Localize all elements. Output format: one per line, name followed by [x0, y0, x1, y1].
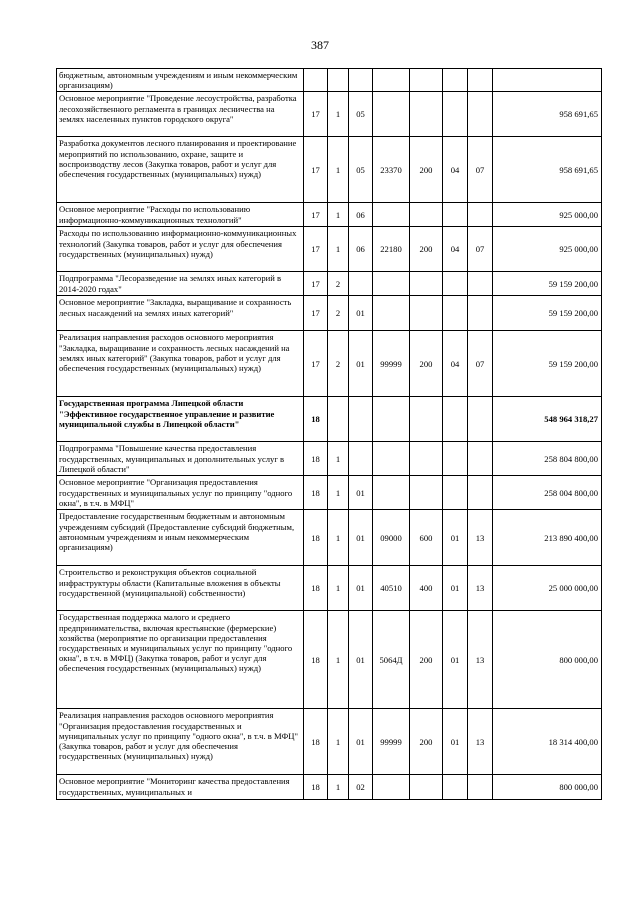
cell-section: 01	[443, 510, 468, 566]
cell-main-measure-code: 01	[349, 611, 373, 709]
cell-expense-type	[410, 442, 443, 476]
row-description: Основное мероприятие "Организация предоставления государственных и муниципальных услуг по принципу "одного окна", в т.ч. в МФЦ"	[57, 476, 304, 510]
table-row	[57, 331, 602, 397]
cell-subprogram-code: 1	[328, 510, 349, 566]
cell-program-code: 18	[304, 476, 328, 510]
cell-direction-code	[373, 476, 410, 510]
cell-main-measure-code: 02	[349, 775, 373, 800]
table-row	[57, 227, 602, 272]
cell-expense-type: 200	[410, 331, 443, 397]
cell-main-measure-code: 01	[349, 331, 373, 397]
row-description: бюджетным, автономным учреждениям и иным некоммерческим организациям)	[57, 69, 304, 92]
cell-program-code: 17	[304, 92, 328, 137]
cell-section: 04	[443, 331, 468, 397]
cell-amount	[493, 69, 602, 92]
cell-expense-type	[410, 775, 443, 800]
cell-expense-type: 200	[410, 137, 443, 203]
cell-program-code: 17	[304, 272, 328, 296]
cell-subsection: 13	[468, 709, 493, 775]
cell-expense-type: 600	[410, 510, 443, 566]
cell-direction-code: 5064Д	[373, 611, 410, 709]
cell-direction-code: 22180	[373, 227, 410, 272]
cell-section	[443, 296, 468, 331]
cell-direction-code	[373, 69, 410, 92]
cell-direction-code: 40510	[373, 566, 410, 611]
cell-program-code: 18	[304, 442, 328, 476]
table-row	[57, 203, 602, 227]
cell-expense-type	[410, 203, 443, 227]
cell-subsection	[468, 296, 493, 331]
cell-section: 01	[443, 566, 468, 611]
row-description: Основное мероприятие "Мониторинг качества предоставления государственных, муниципальных и	[57, 775, 304, 800]
table-row	[57, 775, 602, 800]
cell-main-measure-code	[349, 397, 373, 442]
table-row	[57, 709, 602, 775]
table-row	[57, 611, 602, 709]
cell-program-code: 18	[304, 566, 328, 611]
cell-direction-code	[373, 296, 410, 331]
cell-subsection	[468, 203, 493, 227]
cell-main-measure-code	[349, 69, 373, 92]
row-description: Основное мероприятие "Проведение лесоустройства, разработка лесохозяйственного регламента в границах лесничества на землях населенных пунктов городского округа"	[57, 92, 304, 137]
cell-subprogram-code: 1	[328, 442, 349, 476]
cell-amount: 258 004 800,00	[493, 476, 602, 510]
cell-subprogram-code: 1	[328, 227, 349, 272]
cell-program-code	[304, 69, 328, 92]
cell-program-code: 17	[304, 227, 328, 272]
cell-section: 01	[443, 611, 468, 709]
cell-subprogram-code	[328, 397, 349, 442]
cell-program-code: 18	[304, 709, 328, 775]
cell-amount: 25 000 000,00	[493, 566, 602, 611]
cell-program-code: 18	[304, 611, 328, 709]
cell-direction-code	[373, 775, 410, 800]
cell-direction-code	[373, 442, 410, 476]
cell-main-measure-code: 06	[349, 227, 373, 272]
cell-subprogram-code: 1	[328, 709, 349, 775]
cell-subprogram-code: 1	[328, 476, 349, 510]
cell-amount: 958 691,65	[493, 137, 602, 203]
cell-subsection: 07	[468, 331, 493, 397]
cell-direction-code: 23370	[373, 137, 410, 203]
row-description: Реализация направления расходов основного мероприятия "Закладка, выращивание и сохранность лесных насаждений на землях иных категорий" (Закупка товаров, работ и услуг для обеспечения государственных (муниципальных) нужд)	[57, 331, 304, 397]
cell-direction-code: 09000	[373, 510, 410, 566]
cell-section: 01	[443, 709, 468, 775]
table-row	[57, 272, 602, 296]
row-description: Реализация направления расходов основного мероприятия "Организация предоставления государственных и муниципальных услуг по принципу "одного окна", в т.ч. в МФЦ" (Закупка товаров, работ и услуг для обеспечения государственных (муниципальных) нужд)	[57, 709, 304, 775]
cell-subprogram-code: 1	[328, 566, 349, 611]
cell-expense-type	[410, 476, 443, 510]
cell-direction-code	[373, 203, 410, 227]
cell-expense-type	[410, 296, 443, 331]
row-description: Государственная программа Липецкой области "Эффективное государственное управление и развитие муниципальной службы в Липецкой области"	[57, 397, 304, 442]
cell-amount: 925 000,00	[493, 203, 602, 227]
cell-expense-type	[410, 69, 443, 92]
row-description: Основное мероприятие "Закладка, выращивание и сохранность лесных насаждений на землях иных категорий"	[57, 296, 304, 331]
cell-direction-code: 99999	[373, 709, 410, 775]
cell-subprogram-code: 1	[328, 92, 349, 137]
cell-amount: 213 890 400,00	[493, 510, 602, 566]
page-number: 387	[311, 38, 329, 52]
row-description: Предоставление государственным бюджетным и автономным учреждениям субсидий (Предоставление субсидий бюджетным, автономным учреждениям и иным некоммерческим организациям)	[57, 510, 304, 566]
cell-main-measure-code: 01	[349, 510, 373, 566]
cell-expense-type	[410, 272, 443, 296]
cell-expense-type: 400	[410, 566, 443, 611]
table-row	[57, 69, 602, 92]
cell-main-measure-code	[349, 442, 373, 476]
cell-section	[443, 272, 468, 296]
cell-subprogram-code: 1	[328, 137, 349, 203]
cell-section	[443, 397, 468, 442]
cell-subprogram-code	[328, 69, 349, 92]
row-description: Строительство и реконструкция объектов социальной инфраструктуры области (Капитальные вложения в объекты государственной (муниципальной) собственности)	[57, 566, 304, 611]
cell-amount: 548 964 318,27	[493, 397, 602, 442]
cell-main-measure-code: 01	[349, 476, 373, 510]
cell-main-measure-code: 05	[349, 137, 373, 203]
cell-section	[443, 203, 468, 227]
row-description: Подпрограмма "Лесоразведение на землях иных категорий в 2014-2020 годах"	[57, 272, 304, 296]
cell-expense-type: 200	[410, 709, 443, 775]
table-row	[57, 137, 602, 203]
cell-amount: 800 000,00	[493, 611, 602, 709]
row-description: Подпрограмма "Повышение качества предоставления государственных, муниципальных и дополнительных услуг в Липецкой области"	[57, 442, 304, 476]
cell-amount: 59 159 200,00	[493, 272, 602, 296]
cell-program-code: 18	[304, 775, 328, 800]
cell-subsection: 13	[468, 510, 493, 566]
cell-main-measure-code: 06	[349, 203, 373, 227]
cell-subsection	[468, 92, 493, 137]
cell-direction-code: 99999	[373, 331, 410, 397]
cell-section	[443, 92, 468, 137]
cell-subsection: 07	[468, 137, 493, 203]
cell-amount: 59 159 200,00	[493, 296, 602, 331]
cell-program-code: 17	[304, 137, 328, 203]
cell-program-code: 17	[304, 296, 328, 331]
cell-subprogram-code: 1	[328, 203, 349, 227]
cell-direction-code	[373, 272, 410, 296]
row-description: Разработка документов лесного планирования и проектирование мероприятий по использованию, охране, защите и воспроизводству лесов (Закупка товаров, работ и услуг для обеспечения государственных (муниципальных) нужд)	[57, 137, 304, 203]
row-description: Государственная поддержка малого и среднего предпринимательства, включая крестьянские (фермерские) хозяйства (мероприятие по организации предоставления государственных и муниципальных услуг по принципу "одного окна", в т.ч. в МФЦ) (Закупка товаров, работ и услуг для обеспечения государственных (муниципальных) нужд)	[57, 611, 304, 709]
cell-main-measure-code: 05	[349, 92, 373, 137]
cell-amount: 925 000,00	[493, 227, 602, 272]
cell-main-measure-code: 01	[349, 296, 373, 331]
cell-subsection	[468, 272, 493, 296]
cell-main-measure-code	[349, 272, 373, 296]
cell-section	[443, 69, 468, 92]
table-row	[57, 566, 602, 611]
cell-section: 04	[443, 227, 468, 272]
cell-direction-code	[373, 92, 410, 137]
cell-section	[443, 442, 468, 476]
cell-subsection	[468, 476, 493, 510]
cell-subsection	[468, 397, 493, 442]
table-row	[57, 476, 602, 510]
cell-subsection	[468, 69, 493, 92]
cell-subsection: 13	[468, 611, 493, 709]
cell-subprogram-code: 1	[328, 775, 349, 800]
cell-subsection	[468, 775, 493, 800]
cell-amount: 59 159 200,00	[493, 331, 602, 397]
cell-subsection	[468, 442, 493, 476]
cell-program-code: 17	[304, 203, 328, 227]
row-description: Расходы по использованию информационно-коммуникационных технологий (Закупка товаров, работ и услуг для обеспечения государственных (муниципальных) нужд)	[57, 227, 304, 272]
cell-amount: 958 691,65	[493, 92, 602, 137]
cell-main-measure-code: 01	[349, 566, 373, 611]
cell-section	[443, 476, 468, 510]
cell-subsection: 13	[468, 566, 493, 611]
table-row	[57, 296, 602, 331]
row-description: Основное мероприятие "Расходы по использованию информационно-коммуникационных технологий"	[57, 203, 304, 227]
table-row	[57, 442, 602, 476]
cell-amount: 18 314 400,00	[493, 709, 602, 775]
cell-direction-code	[373, 397, 410, 442]
cell-subprogram-code: 2	[328, 331, 349, 397]
table-row	[57, 510, 602, 566]
cell-expense-type	[410, 92, 443, 137]
budget-table	[56, 68, 602, 800]
cell-program-code: 17	[304, 331, 328, 397]
cell-section: 04	[443, 137, 468, 203]
table-row	[57, 92, 602, 137]
cell-section	[443, 775, 468, 800]
cell-subsection: 07	[468, 227, 493, 272]
cell-main-measure-code: 01	[349, 709, 373, 775]
cell-amount: 800 000,00	[493, 775, 602, 800]
cell-subprogram-code: 2	[328, 296, 349, 331]
cell-subprogram-code: 1	[328, 611, 349, 709]
cell-amount: 258 804 800,00	[493, 442, 602, 476]
cell-expense-type	[410, 397, 443, 442]
cell-expense-type: 200	[410, 227, 443, 272]
table-row	[57, 397, 602, 442]
cell-program-code: 18	[304, 510, 328, 566]
cell-subprogram-code: 2	[328, 272, 349, 296]
cell-expense-type: 200	[410, 611, 443, 709]
cell-program-code: 18	[304, 397, 328, 442]
